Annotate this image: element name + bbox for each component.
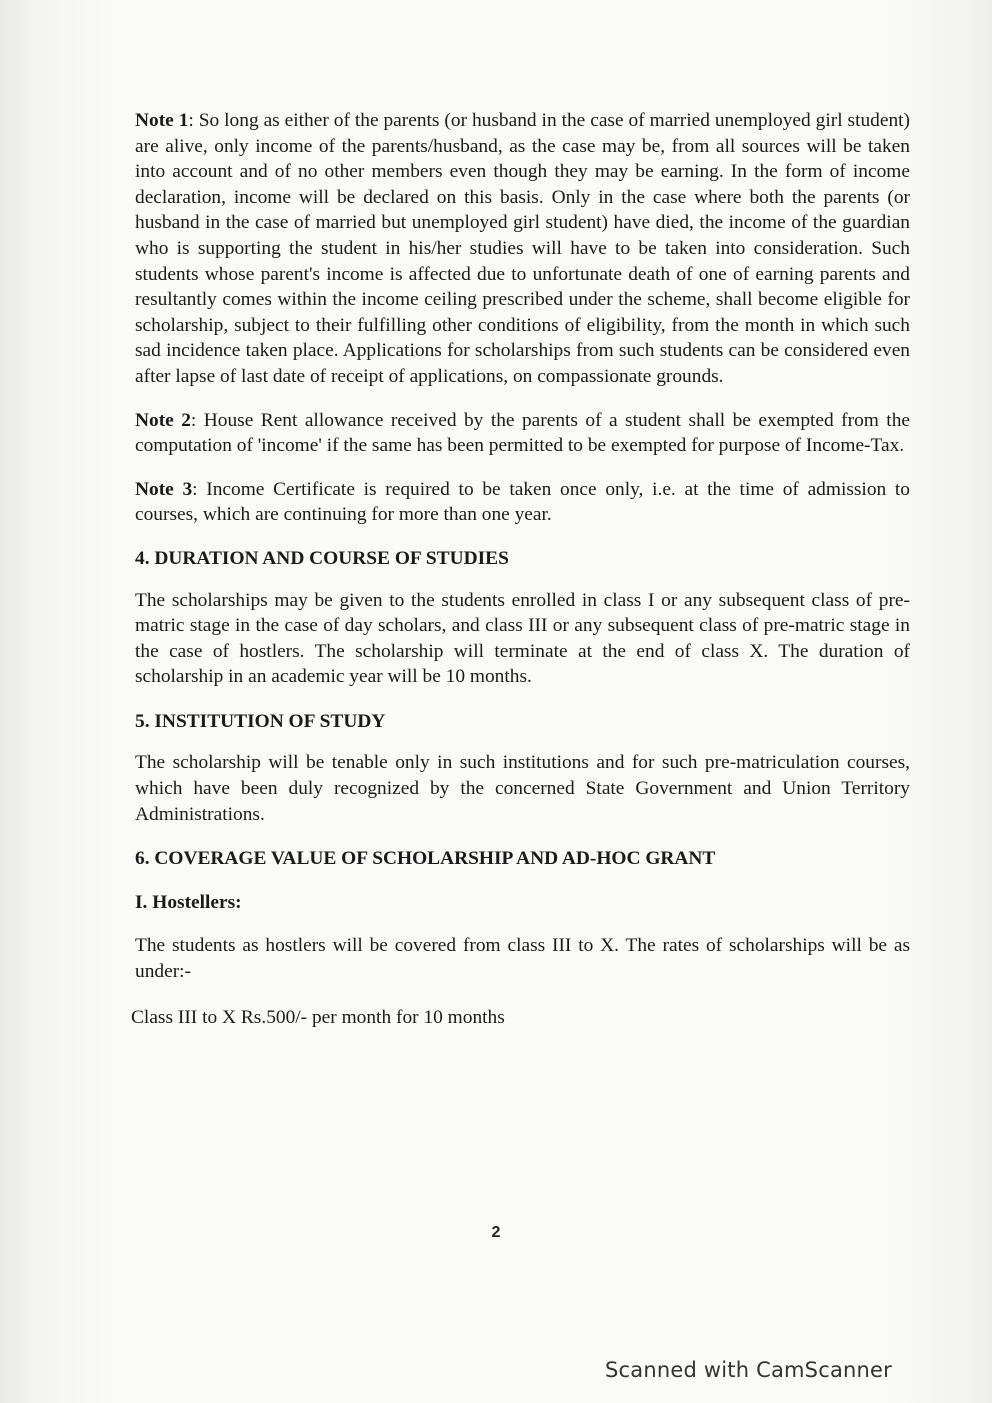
section-6-heading: 6. COVERAGE VALUE OF SCHOLARSHIP AND AD-HOC GRANT (135, 848, 716, 870)
note-2 (135, 408, 910, 459)
note-1 (135, 108, 910, 390)
note-2-text: : House Rent allowance received by the parents of a student shall be exempted from the computation of 'income' if the same has been permitted to be exempted for purpose of Income-Tax. (135, 409, 910, 457)
note-1-text: : So long as either of the parents (or husband in the case of married unemployed girl student) are alive, only income of the parents/husband, as the case may be, from all sources will be taken into account and of no other members even though they may be earning. In the form of income declaration, income will be declared on this basis. Only in the case where both the parents (or husband in the case of married but unemployed girl student) have died, the income of the guardian who is supporting the student in his/her studies will have to be taken into consideration. Such students whose parent's income is affected due to unfortunate death of one of earning parents and resultantly comes within the income ceiling prescribed under the scheme, shall become eligible for scholarship, subject to their fulfilling other conditions of eligibility, from the month in which such sad incidence taken place. Applications for scholarships from such students can be considered even after lapse of last date of receipt of applications, on compassionate grounds. (135, 110, 910, 387)
section-5-text: The scholarship will be tenable only in such institutions and for such pre-matriculation courses, which have been duly recognized by the concerned State Government and Union Territory Administrations. (135, 752, 910, 825)
section-6-text: The students as hostlers will be covered from class III to X. The rates of scholarships will be as under:- (135, 935, 910, 983)
section-6-subheading: I. Hostellers: (135, 891, 242, 913)
note-3-label: Note 3 (135, 478, 193, 500)
section-4-text: The scholarships may be given to the students enrolled in class I or any subsequent class of pre-matric stage in the case of day scholars, and class III or any subsequent class of pre-matric stage in the case of hostlers. The scholarship will terminate at the end of class X. The duration of scholarship in an academic year will be 10 months. (135, 589, 910, 688)
note-1-label: Note 1 (135, 110, 189, 131)
document-body (131, 108, 910, 1030)
note-2-label: Note 2 (135, 409, 191, 431)
hostellers-rate-line: Class III to X Rs.500/- per month for 10 months (131, 1006, 505, 1028)
scanner-watermark: Scanned with CamScanner (604, 1358, 892, 1382)
note-3-text: : Income Certificate is required to be taken once only, i.e. at the time of admission to courses, which are continuing for more than one year. (135, 478, 910, 526)
page-number: 2 (491, 1224, 501, 1241)
section-5-heading: 5. INSTITUTION OF STUDY (135, 710, 386, 732)
note-3 (135, 477, 910, 528)
section-4-heading: 4. DURATION AND COURSE OF STUDIES (135, 547, 509, 569)
